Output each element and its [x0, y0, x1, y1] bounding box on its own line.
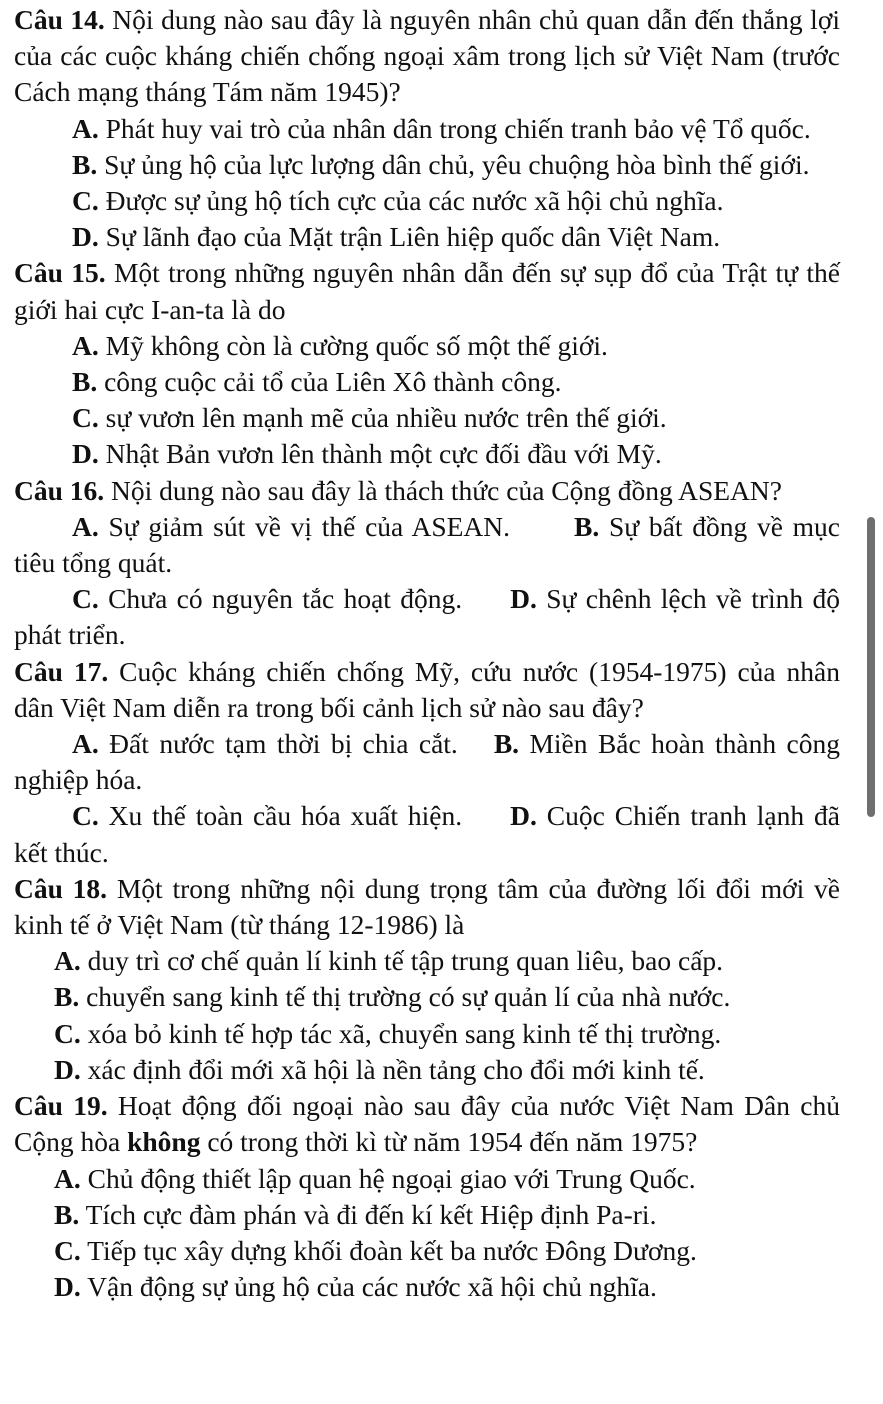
question-stem: Cuộc kháng chiến chống Mỹ, cứu nước (1954-1975) của nhân dân Việt Nam diễn ra trong bối cảnh lịch sử nào sau đây? — [14, 655, 840, 723]
option-letter: D. — [54, 1271, 81, 1303]
option-text: Tích cực đàm phán và đi đến kí kết Hiệp định Pa-ri. — [79, 1198, 657, 1230]
option-c — [72, 583, 462, 614]
option-text: Xu thế toàn cầu hóa xuất hiện. — [98, 800, 463, 832]
option-letter: A. — [72, 510, 99, 542]
option-letter: C. — [72, 800, 99, 832]
option-b — [14, 364, 840, 400]
option-letter: C. — [54, 1017, 81, 1049]
option-text: Đất nước tạm thời bị chia cắt. — [98, 728, 458, 760]
question-14 — [14, 2, 840, 111]
option-text: Sự bất đồng về mục tiêu tổng quát. — [14, 510, 840, 579]
question-stem: Một trong những nguyên nhân dẫn đến sự sụp đổ của Trật tự thế giới hai cực I-an-ta là do — [14, 257, 840, 325]
option-a — [14, 943, 840, 979]
question-16 — [14, 473, 840, 509]
option-b — [14, 979, 840, 1015]
option-letter: B. — [54, 981, 80, 1013]
option-a — [72, 728, 458, 759]
option-d — [14, 1269, 840, 1305]
option-letter: D. — [54, 1053, 81, 1085]
option-text: Sự chênh lệch về trình độ phát triển. — [14, 583, 841, 651]
question-stem: Một trong những nội dung trọng tâm của đường lối đổi mới về kinh tế ở Việt Nam (từ tháng 12-1986) là — [14, 872, 840, 941]
question-number: Câu 14. — [14, 4, 105, 35]
option-text: Miền Bắc hoàn thành công nghiệp hóa. — [14, 728, 840, 796]
option-d — [14, 1052, 840, 1088]
option-letter: C. — [72, 583, 99, 615]
option-letter: D. — [510, 583, 537, 615]
option-letter: B. — [72, 148, 98, 180]
option-letter: C. — [72, 185, 99, 217]
question-stem: Nội dung nào sau đây là nguyên nhân chủ quan dẫn đến thắng lợi của các cuộc kháng chiến chống ngoại xâm trong lịch sử Việt Nam (trước Cách mạng tháng Tám năm 1945)? — [14, 4, 840, 108]
option-text: Vận động sự ủng hộ của các nước xã hội chủ nghĩa. — [80, 1271, 657, 1303]
option-text: chuyển sang kinh tế thị trường có sự quản lí của nhà nước. — [79, 981, 731, 1013]
option-d — [14, 219, 840, 255]
option-c — [14, 1233, 840, 1269]
option-a — [72, 511, 510, 542]
option-letter: A. — [72, 728, 99, 760]
option-letter: C. — [54, 1234, 81, 1266]
option-text: Sự giảm sút về vị thế của ASEAN. — [98, 510, 511, 542]
option-text: Sự ủng hộ của lực lượng dân chủ, yêu chuộng hòa bình thế giới. — [97, 148, 810, 180]
option-text: duy trì cơ chế quản lí kinh tế tập trung quan liêu, bao cấp. — [80, 945, 724, 977]
option-text: Được sự ủng hộ tích cực của các nước xã hội chủ nghĩa. — [98, 185, 724, 217]
option-text: Cuộc Chiến tranh lạnh đã kết thúc. — [14, 800, 840, 868]
option-pair-ab — [14, 509, 840, 581]
option-letter: C. — [72, 402, 99, 434]
option-letter: A. — [72, 112, 99, 144]
option-letter: B. — [72, 366, 98, 398]
option-letter: B. — [574, 510, 600, 542]
option-text: Sự lãnh đạo của Mặt trận Liên hiệp quốc dân Việt Nam. — [98, 221, 721, 253]
option-text: xóa bỏ kinh tế hợp tác xã, chuyển sang kinh tế thị trường. — [80, 1017, 722, 1049]
question-number: Câu 16. — [14, 474, 105, 506]
option-a — [14, 111, 840, 147]
option-text: xác định đổi mới xã hội là nền tảng cho đổi mới kinh tế. — [80, 1053, 705, 1085]
option-letter: B. — [493, 728, 520, 760]
option-text: Chưa có nguyên tắc hoạt động. — [98, 583, 463, 615]
option-c — [72, 800, 462, 831]
option-text: sự vươn lên mạnh mẽ của nhiều nước trên thế giới. — [98, 402, 667, 434]
option-d — [14, 436, 840, 472]
question-stem-end: có trong thời kì từ năm 1954 đến năm 1975? — [200, 1126, 698, 1158]
option-letter: D. — [72, 221, 99, 253]
option-text: Tiếp tục xây dựng khối đoàn kết ba nước Đông Dương. — [80, 1234, 697, 1266]
option-letter: A. — [54, 1162, 81, 1194]
option-letter: B. — [54, 1198, 80, 1230]
question-number: Câu 17. — [14, 655, 109, 687]
option-pair-ab — [14, 726, 840, 798]
question-18 — [14, 871, 840, 943]
option-letter: D. — [72, 438, 99, 470]
question-17 — [14, 654, 840, 726]
option-text: Mỹ không còn là cường quốc số một thế giới. — [98, 329, 608, 361]
question-emphasis: không — [127, 1126, 201, 1158]
option-c — [14, 183, 840, 219]
option-pair-cd — [14, 581, 840, 653]
option-c — [14, 1016, 840, 1052]
option-c — [14, 400, 840, 436]
question-number: Câu 19. — [14, 1090, 108, 1122]
option-text: Chủ động thiết lập quan hệ ngoại giao với Trung Quốc. — [80, 1162, 696, 1194]
option-b — [14, 1197, 840, 1233]
option-text: công cuộc cải tổ của Liên Xô thành công. — [97, 366, 562, 398]
question-number: Câu 15. — [14, 257, 106, 289]
question-15 — [14, 255, 840, 327]
question-stem: Hoạt động đối ngoại nào sau đây của nước Việt Nam Dân chủ Cộng hòa — [14, 1090, 840, 1158]
question-19 — [14, 1088, 840, 1160]
option-a — [14, 1161, 840, 1197]
question-number: Câu 18. — [14, 872, 108, 904]
option-pair-cd — [14, 798, 840, 870]
option-text: Nhật Bản vươn lên thành một cực đối đầu với Mỹ. — [98, 438, 662, 470]
option-letter: D. — [510, 800, 537, 832]
option-b — [14, 147, 840, 183]
option-text: Phát huy vai trò của nhân dân trong chiến tranh bảo vệ Tổ quốc. — [98, 112, 811, 144]
exam-page — [14, 2, 840, 1305]
option-a — [14, 328, 840, 364]
question-stem: Nội dung nào sau đây là thách thức của Cộng đồng ASEAN? — [104, 474, 782, 506]
option-letter: A. — [72, 329, 99, 361]
vertical-scrollbar[interactable] — [867, 517, 875, 817]
option-letter: A. — [54, 945, 81, 977]
